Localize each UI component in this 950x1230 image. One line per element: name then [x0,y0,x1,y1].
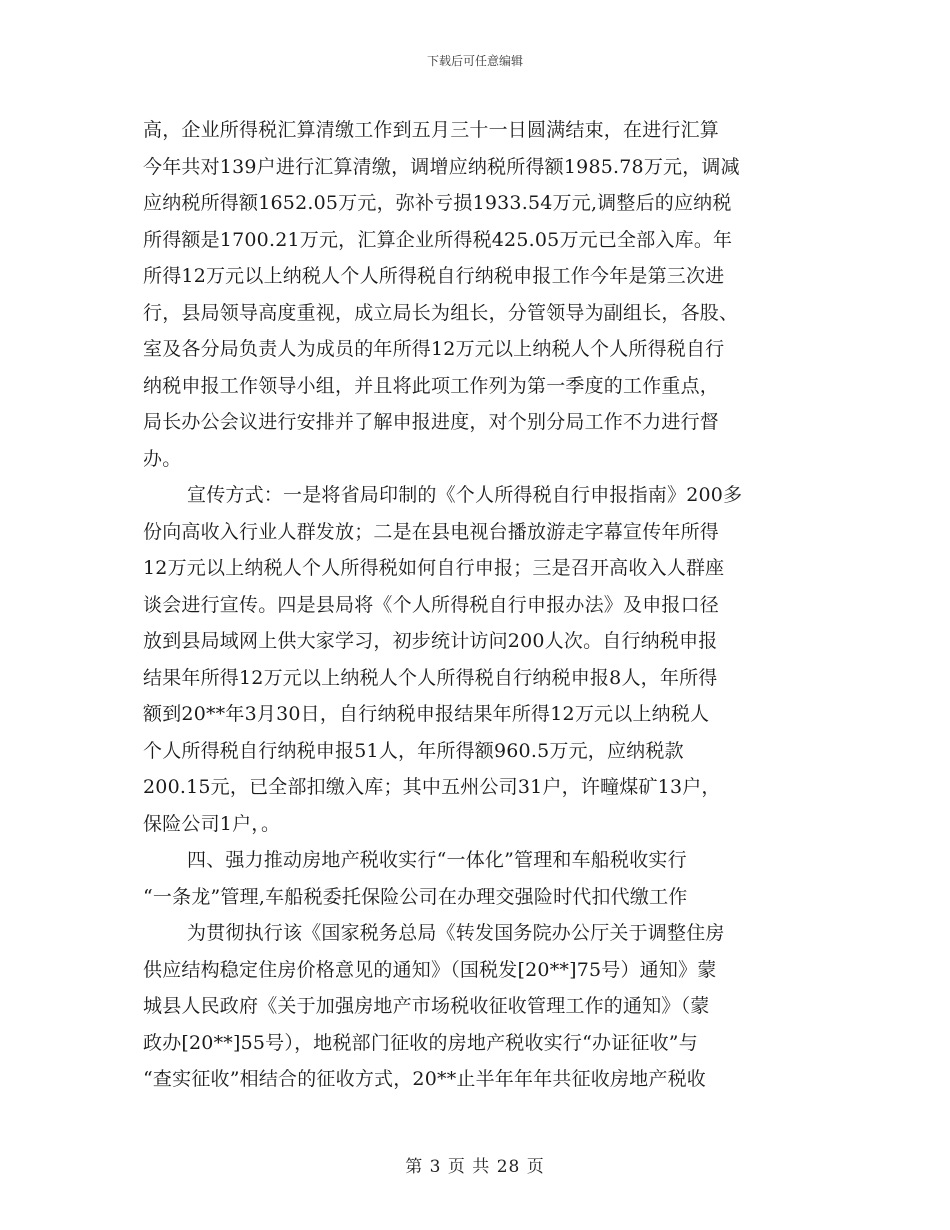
text-line: “查实征收”相结合的征收方式，20**止半年年年共征收房地产税收 [143,1068,707,1090]
text-line: 谈会进行宣传。四是县局将《个人所得税自行申报办法》及申报口径 [143,593,720,616]
text-line: 份向高收入行业人群发放；二是在县电视台播放游走字幕宣传年所得 [143,520,720,543]
text-line: 高，企业所得税汇算清缴工作到五月三十一日圆满结束，在进行汇算 [143,119,720,141]
text-line: “一条龙”管理,车船税委托保险公司在办理交强险时代扣代缴工作 [143,885,688,908]
text-line: 城县人民政府《关于加强房地产市场税收征收管理工作的通知》（蒙 [143,995,710,1017]
text-line: 室及各分局负责人为成员的年所得12万元以上纳税人个人所得税自行 [143,338,725,360]
text-line: 行，县局领导高度重视，成立局长为组长，分管领导为副组长，各股、 [143,301,739,324]
text-line: 12万元以上纳税人个人所得税如何自行申报；三是召开高收入人群座 [143,557,725,579]
text-line: 纳税申报工作领导小组，并且将此项工作列为第一季度的工作重点， [143,374,720,397]
text-line: 为贯彻执行该《国家税务总局《转发国务院办公厅关于调整住房 [187,922,725,944]
text-line: 额到20**年3月30日，自行纳税申报结果年所得12万元以上纳税人 [143,703,710,725]
text-line: 200.15元，已全部扣缴入库；其中五州公司31户，许疃煤矿13户， [143,776,721,798]
page-number-footer: 第 3 页 共 28 页 [405,1157,545,1177]
text-line: 政办[20**]55号），地税部门征收的房地产税收实行“办证征收”与 [143,1031,698,1054]
text-line: 局长办公会议进行安排并了解申报进度，对个别分局工作不力进行督 [143,411,720,433]
text-line: 今年共对139户进行汇算清缴，调增应纳税所得额1985.78万元，调减 [143,155,740,178]
text-line: 应纳税所得额1652.05万元，弥补亏损1933.54万元,调整后的应纳税 [143,192,732,214]
text-line: 供应结构稳定住房价格意见的通知》（国税发[20**]75号）通知》蒙 [143,958,717,981]
text-line: 四、强力推动房地产税收实行“一体化”管理和车船税收实行 [187,849,687,871]
text-line: 办。 [143,447,182,470]
text-line: 个人所得税自行纳税申报51人，年所得额960.5万元，应纳税款 [143,739,684,762]
text-line: 放到县局域网上供大家学习，初步统计访问200人次。自行纳税申报 [143,630,718,652]
document-body [143,112,815,1098]
page-header-note: 下载后可任意编辑 [426,54,523,68]
text-line: 保险公司1户，。 [143,812,281,835]
text-line: 结果年所得12万元以上纳税人个人所得税自行纳税申报8人，年所得 [143,666,718,689]
text-line: 所得12万元以上纳税人个人所得税自行纳税申报工作今年是第三次进 [143,265,725,287]
text-line: 宣传方式：一是将省局印制的《个人所得税自行申报指南》200多 [187,484,743,506]
text-line: 所得额是1700.21万元，汇算企业所得税425.05万元已全部入库。年 [143,228,733,251]
